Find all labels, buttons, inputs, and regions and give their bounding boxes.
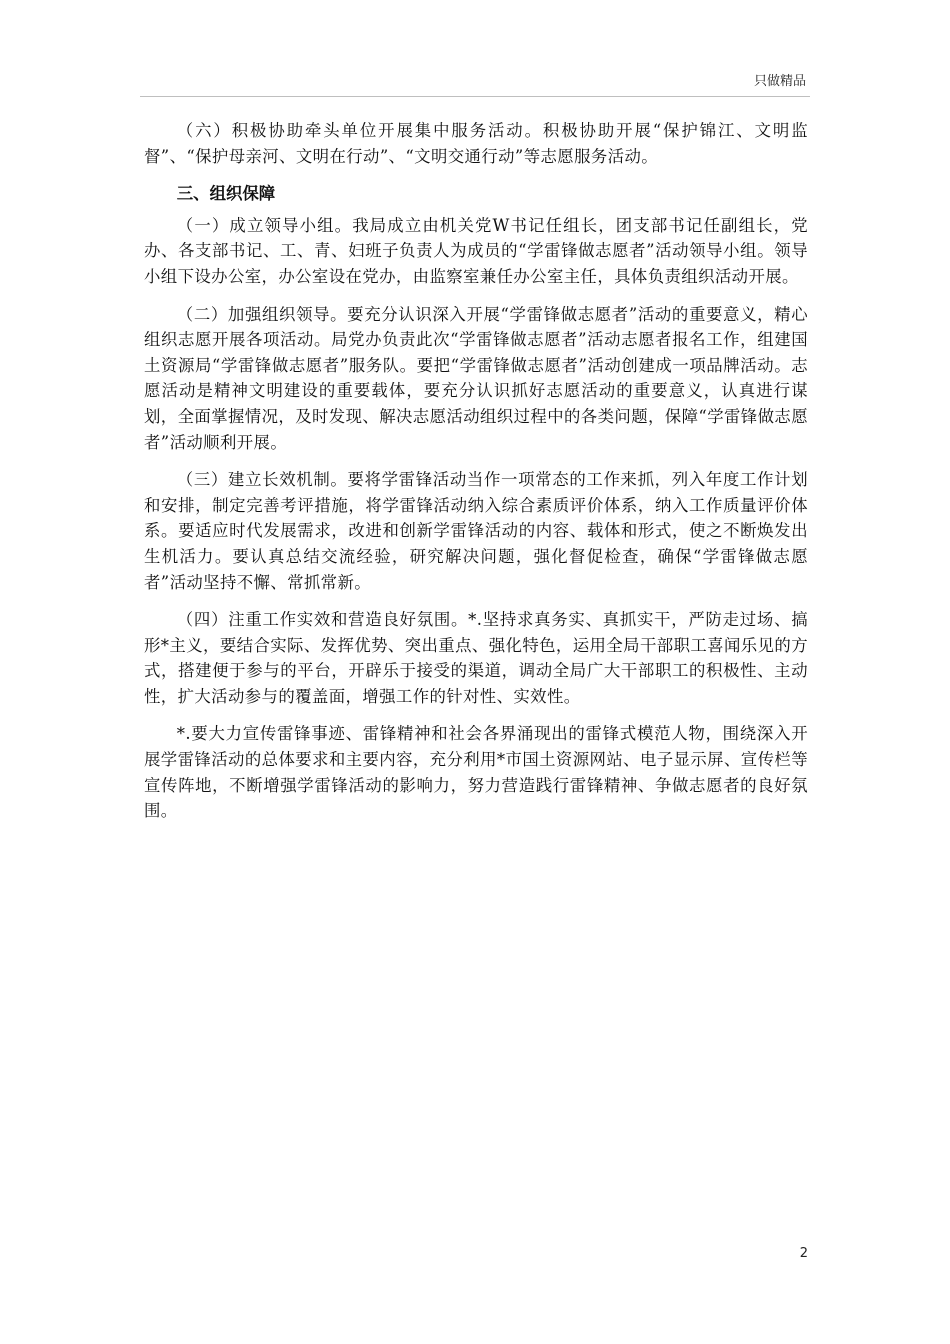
header-divider <box>140 96 810 97</box>
paragraph-item-4-continued: *.要大力宣传雷锋事迹、雷锋精神和社会各界涌现出的雷锋式模范人物，围绕深入开展学雷锋活动的总体要求和主要内容，充分利用*市国土资源网站、电子显示屏、宣传栏等宣传阵地，不断增强学雷锋活动的影响力，努力营造践行雷锋精神、争做志愿者的良好氛围。 <box>144 724 808 821</box>
paragraph-item-4: （四）注重工作实效和营造良好氛围。*.坚持求真务实、真抓实干，严防走过场、搞形*主义，要结合实际、发挥优势、突出重点、强化特色，运用全局干部职工喜闻乐见的方式，搭建便于参与的平台，开辟乐于接受的渠道，调动全局广大干部职工的积极性、主动性，扩大活动参与的覆盖面，增强工作的针对性、实效性。 <box>144 610 808 706</box>
section-heading-organization: 三、组织保障 <box>176 184 276 204</box>
paragraph-item-2: （二）加强组织领导。要充分认识深入开展“学雷锋做志愿者”活动的重要意义，精心组织志愿开展各项活动。局党办负责此次“学雷锋做志愿者”活动志愿者报名工作，组建国土资源局“学雷锋做志愿者”服务队。要把“学雷锋做志愿者”活动创建成一项品牌活动。志愿活动是精神文明建设的重要载体，要充分认识抓好志愿活动的重要意义，认真进行谋划，全面掌握情况，及时发现、解决志愿活动组织过程中的各类问题，保障“学雷锋做志愿者”活动顺利开展。 <box>144 304 808 452</box>
paragraph-item-3: （三）建立长效机制。要将学雷锋活动当作一项常态的工作来抓，列入年度工作计划和安排，制定完善考评措施，将学雷锋活动纳入综合素质评价体系，纳入工作质量评价体系。要适应时代发展需求，改进和创新学雷锋活动的内容、载体和形式，使之不断焕发出生机活力。要认真总结交流经验，研究解决问题，强化督促检查，确保“学雷锋做志愿者”活动坚持不懈、常抓常新。 <box>144 470 808 592</box>
document-body <box>144 118 808 836</box>
paragraph-item-6: （六）积极协助牵头单位开展集中服务活动。积极协助开展“保护锦江、文明监督”、“保护母亲河、文明在行动”、“文明交通行动”等志愿服务活动。 <box>144 121 808 166</box>
paragraph-item-1: （一）成立领导小组。我局成立由机关党W书记任组长，团支部书记任副组长，党办、各支部书记、工、青、妇班子负责人为成员的“学雷锋做志愿者”活动领导小组。领导小组下设办公室，办公室设在党办，由监察室兼任办公室主任，具体负责组织活动开展。 <box>144 215 808 286</box>
header-label: 只做精品 <box>753 74 806 89</box>
page-number: 2 <box>799 1246 808 1261</box>
